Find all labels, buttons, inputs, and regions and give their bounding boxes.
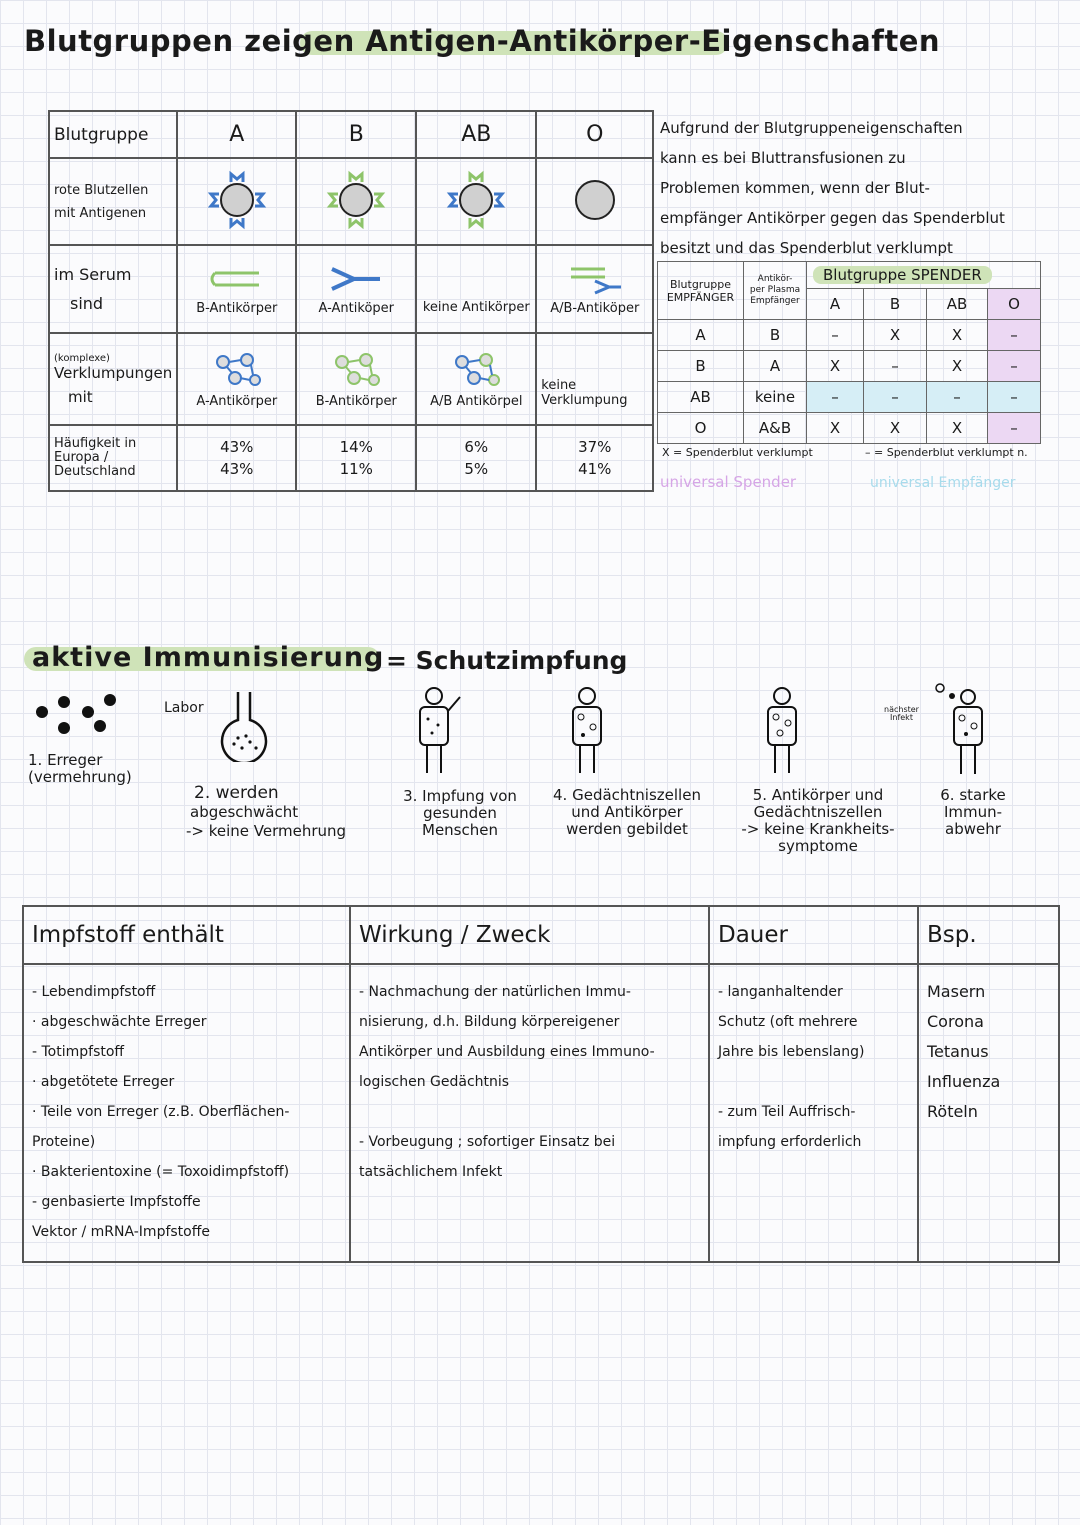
header-contents: Impfstoff enthält (23, 906, 350, 964)
universal-donor-label: universal Spender (660, 473, 797, 491)
row-freq-label: Häufigkeit in Europa / Deutschland (49, 425, 177, 491)
transfusion-table (657, 261, 1041, 444)
flask-icon (216, 690, 272, 762)
person-icon (760, 685, 806, 777)
step-2: 2. werden abgeschwächt -> keine Vermehrung (186, 783, 347, 840)
col-contents: - Lebendimpfstoff · abgeschwächte Erreger - Totimpfstoff · abgetötete Erreger · Teile von Erreger (z.B. Oberflächen- Proteine) · Bakterientoxine (= Toxoidimpfstoff) - genbasierte Impfstoffe Vektor / mRNA-Impfstoffe (23, 964, 350, 1262)
antibody-icon (207, 263, 267, 297)
table-row: A B – X X – (658, 320, 1041, 351)
step-4: 4. Gedächtniszellen und Antikörper werden gebildet (553, 786, 701, 838)
col-duration: - langanhaltender Schutz (oft mehrere Jahre bis lebenslang) - zum Teil Auffrisch- impfung erforderlich (709, 964, 918, 1262)
row-serum-label: im Serum sind (49, 245, 177, 333)
group-B-header: B (296, 111, 416, 158)
page-title: Blutgruppen zeigen Antigen-Antikörper-Eigenschaften (24, 24, 941, 58)
step-6: 6. starke Immun- abwehr (940, 786, 1006, 838)
universal-recipient-label: universal Empfänger (870, 475, 1016, 491)
transfusion-note: Aufgrund der Blutgruppeneigenschaften kann es bei Bluttransfusionen zu Problemen kommen, wenn der Blut- empfänger Antikörper gegen das Spenderblut besitzt und das Spenderblut verklumpt (660, 119, 1005, 257)
group-A-header: A (177, 111, 296, 158)
antibody-icon (326, 263, 386, 297)
serum-O: A/B-Antiköper (536, 245, 653, 333)
step-5: 5. Antikörper und Gedächtniszellen -> keine Krankheits- symptome (741, 786, 895, 855)
header-examples: Bsp. (918, 906, 1059, 964)
freq-A: 43% 43% (177, 425, 296, 491)
table-row: AB keine – – – – (658, 382, 1041, 413)
next-infect-label: nächster Infekt (884, 705, 919, 722)
header-duration: Dauer (709, 906, 918, 964)
cell-AB-icon (416, 158, 536, 245)
serum-B: A-Antiköper (296, 245, 416, 333)
section-title: aktive Immunisierung (32, 642, 385, 673)
col-examples: Masern Corona Tetanus Influenza Röteln (918, 964, 1059, 1262)
step-3: 3. Impfung von gesunden Menschen (403, 787, 517, 839)
vaccine-table (22, 905, 1060, 1263)
donor-B: B (864, 289, 927, 320)
person-defense-icon (930, 680, 994, 778)
col-effect: - Nachmachung der natürlichen Immu- nisierung, d.h. Bildung körpereigener Antikörper und Ausbildung eines Immuno- logischen Gedächtnis - Vorbeugung ; sofortiger Einsatz bei tatsächlichem Infekt (350, 964, 709, 1262)
row-clump-label: (komplexe) Verklumpungen mit (49, 333, 177, 425)
serum-AB: keine Antikörper (416, 245, 536, 333)
donor-A: A (807, 289, 864, 320)
serum-A: B-Antikörper (177, 245, 296, 333)
header-effect: Wirkung / Zweck (350, 906, 709, 964)
freq-AB: 6% 5% (416, 425, 536, 491)
pathogen-dots-icon (30, 692, 120, 737)
person-icon (412, 685, 462, 777)
donor-O: O (988, 289, 1041, 320)
cell-A-icon (177, 158, 296, 245)
legend-clumped: X = Spenderblut verklumpt (662, 446, 813, 459)
clump-B: B-Antikörper (296, 333, 416, 425)
donor-header: Blutgruppe SPENDER (807, 262, 1041, 289)
donor-AB: AB (927, 289, 988, 320)
labor-label: Labor (164, 700, 204, 716)
section-subtitle: = Schutzimpfung (386, 646, 628, 675)
group-O-header: O (536, 111, 653, 158)
header-label: Blutgruppe (49, 111, 177, 158)
clump-icon (446, 350, 506, 390)
plasma-header: Antikör- per Plasma Empfänger (744, 262, 807, 320)
person-icon (565, 685, 611, 777)
step-1: 1. Erreger (vermehrung) (28, 751, 132, 786)
group-AB-header: AB (416, 111, 536, 158)
clump-AB: A/B Antikörpel (416, 333, 536, 425)
table-row: B A X – X – (658, 351, 1041, 382)
legend-not-clumped: – = Spenderblut verklumpt n. (865, 446, 1028, 459)
clump-icon (207, 350, 267, 390)
cell-O-icon (536, 158, 653, 245)
recipient-header: Blutgruppe EMPFÄNGER (658, 262, 744, 320)
blood-group-table (48, 110, 654, 492)
clump-A: A-Antikörper (177, 333, 296, 425)
antibody-icon (565, 263, 625, 297)
cell-B-icon (296, 158, 416, 245)
table-row: O A&B X X X – (658, 413, 1041, 444)
freq-O: 37% 41% (536, 425, 653, 491)
clump-O: keine Verklumpung (536, 333, 653, 425)
row-cells-label: rote Blutzellen mit Antigenen (49, 158, 177, 245)
freq-B: 14% 11% (296, 425, 416, 491)
clump-icon (326, 350, 386, 390)
